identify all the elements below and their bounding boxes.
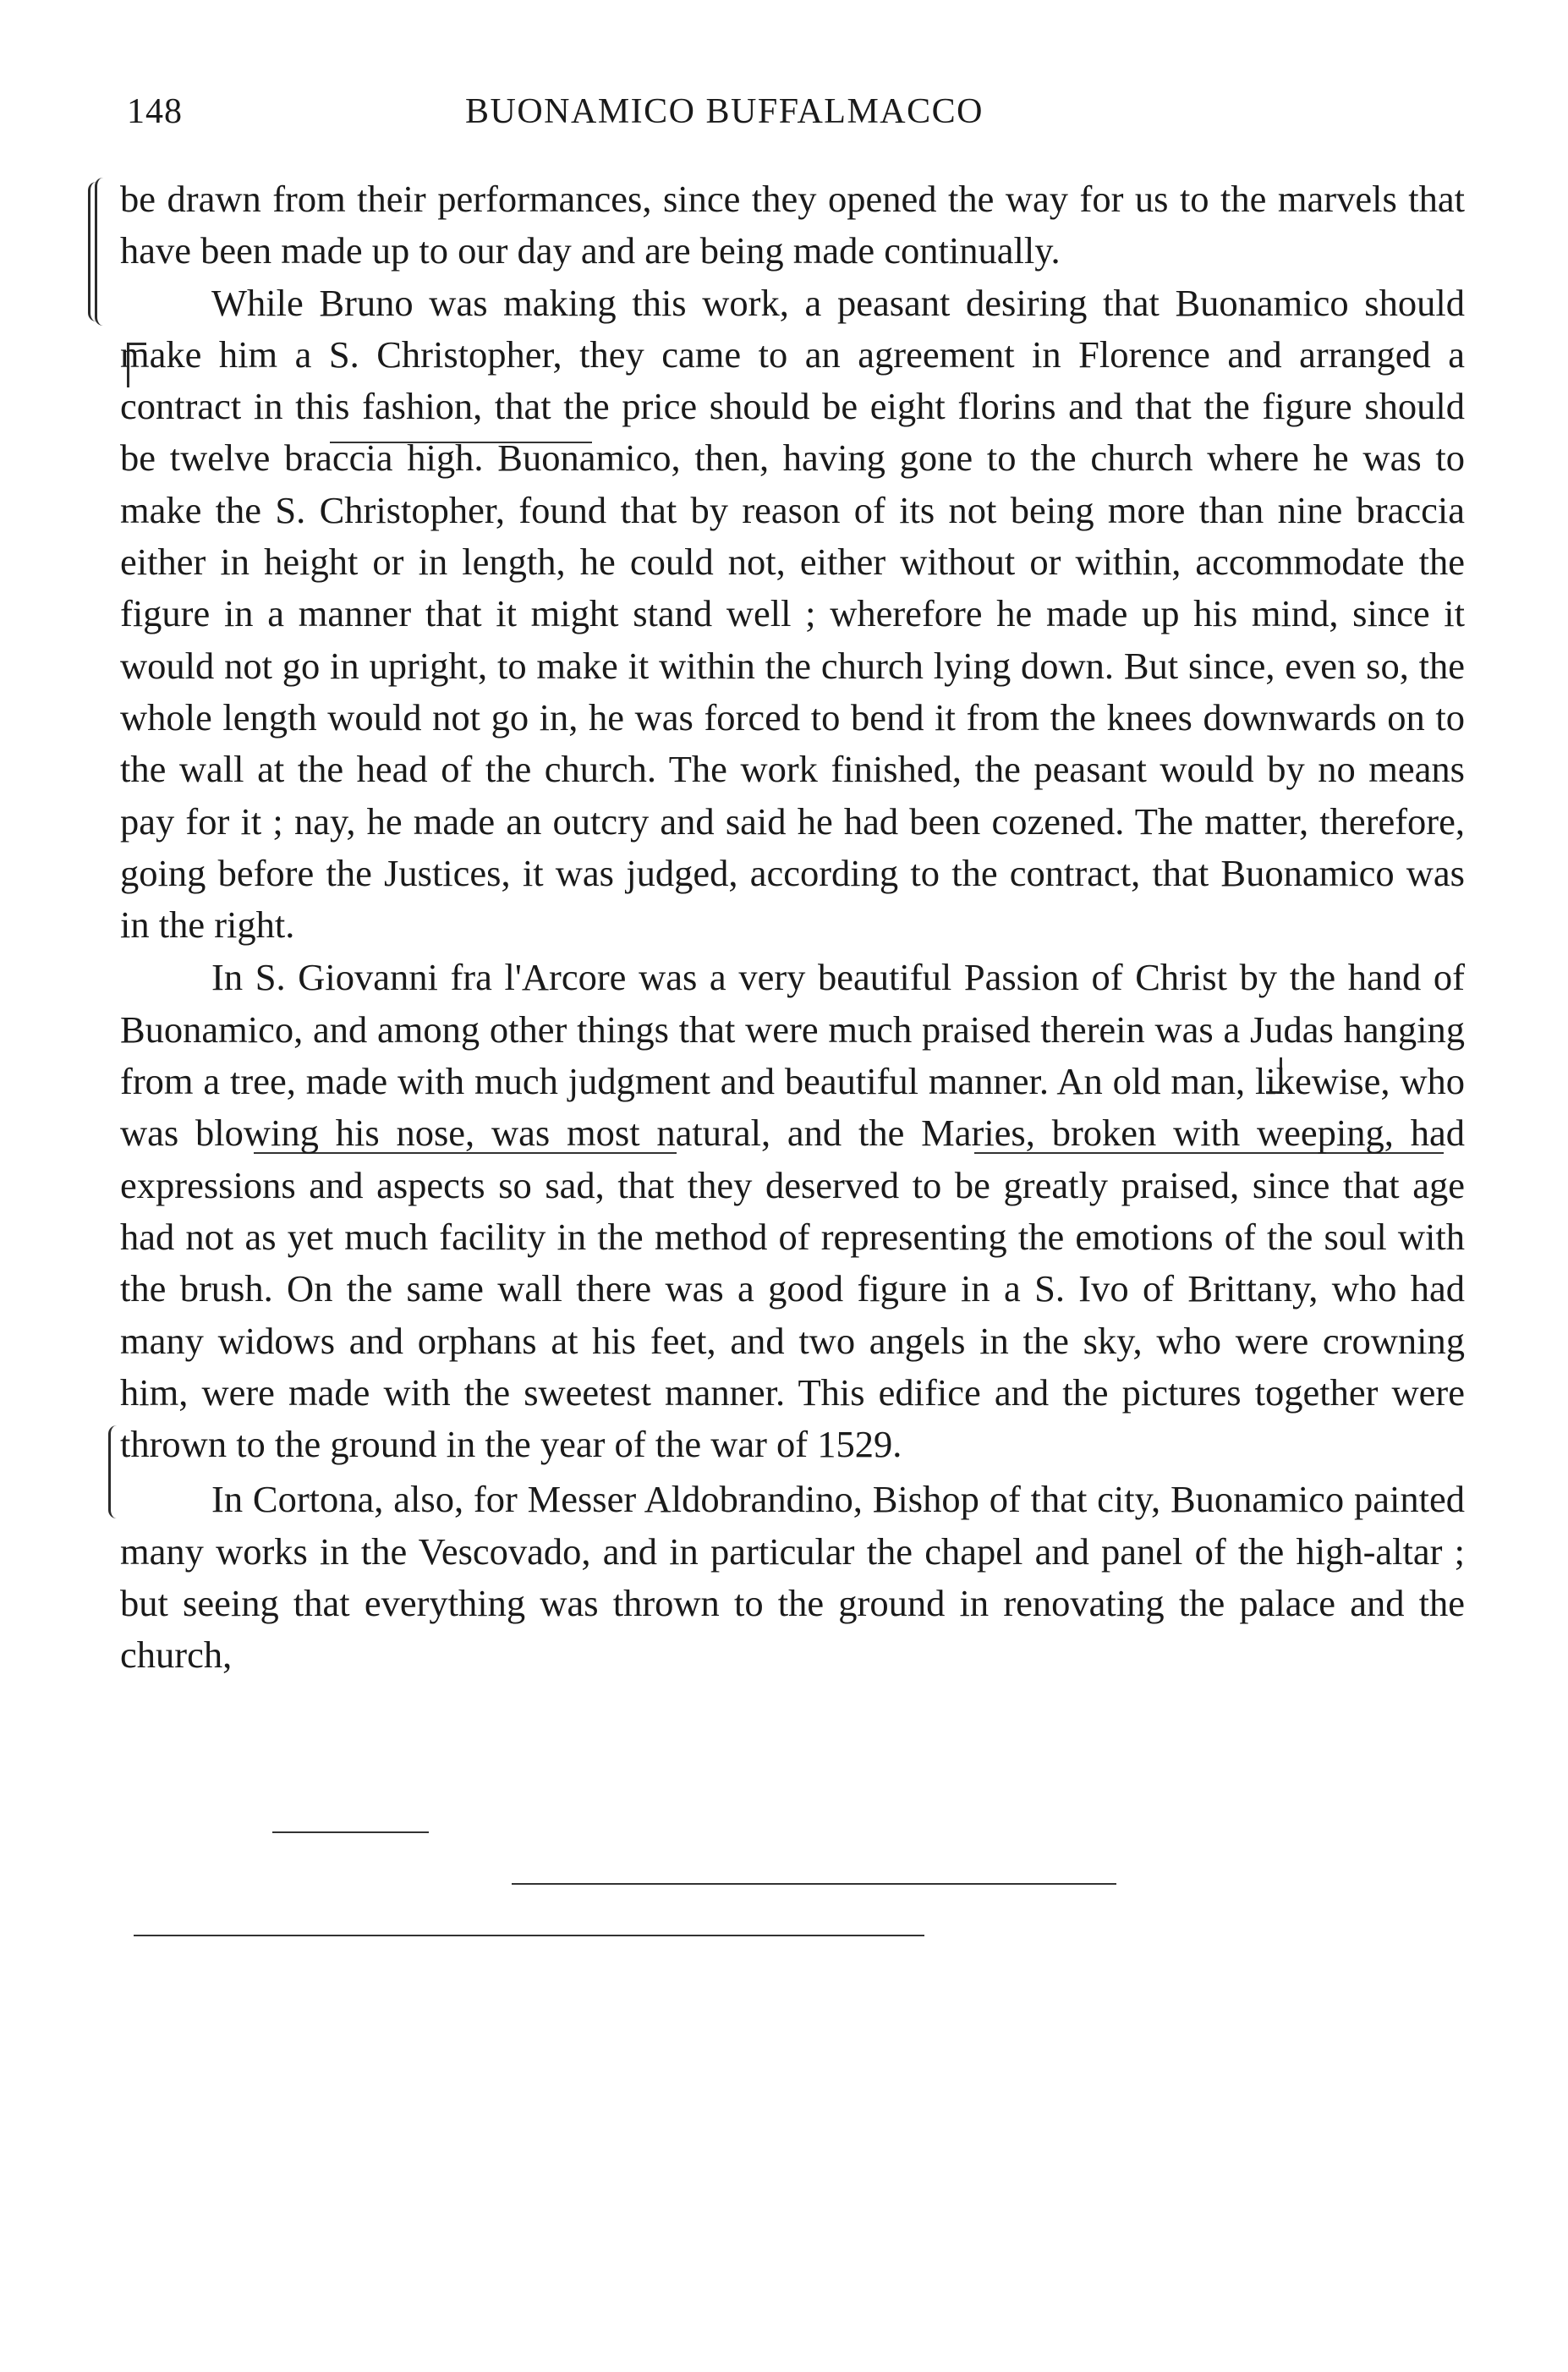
body-text — [120, 173, 1465, 1682]
page-header — [127, 91, 1459, 146]
paragraph: While Bruno was making this work, a peasant desiring that Buonamico should make him a S. Christopher, they came to an agreement in Florence and arranged a contract in this fashion, that the price should be eight florins and that the figure should be twelve braccia high. Buonamico, then, having gone to the church where he was to make the S. Christopher, found that by reason of its not being more than nine braccia either in height or in length, he could not, either without or within, accommodate the figure in a manner that it might stand well ; wherefore he made up his mind, since it would not go in upright, to make it within the church lying down. But since, even so, the whole length would not go in, he was forced to bend it from the knees downwards on to the wall at the head of the church. The work finished, the peasant would by no means pay for it ; nay, he made an outcry and said he had been cozened. The matter, therefore, going before the Justices, it was judged, according to the contract, that Buonamico was in the right. — [120, 281, 1465, 947]
running-head: BUONAMICO BUFFALMACCO — [465, 92, 984, 131]
pencil-underline — [272, 1831, 429, 1833]
paragraph: In Cortona, also, for Messer Aldobrandino, Bishop of that city, Buonamico painted many works in the Vescovado, and in particular the chapel and panel of the high-altar ; but seeing that everything was thrown to the ground in renovating the palace and the church, — [120, 1478, 1465, 1677]
pencil-underline — [134, 1935, 924, 1936]
paragraph: In S. Giovanni fra l'Arcore was a very beautiful Passion of Christ by the hand of Buonamico, and among other things that were much praised therein was a Judas hanging from a tree, made with much judgment and beautiful manner. An old man, likewise, who was blowing his nose, was most natural, and the Maries, broken with weeping, had expressions and aspects so sad, that they deserved to be greatly praised, since that age had not as yet much facility in the method of representing the emotions of the soul with the brush. On the same wall there was a good figure in a S. Ivo of Brittany, who had many widows and orphans at his feet, and two angels in the sky, who were crowning him, were made with the sweetest manner. This edifice and the pictures together were thrown to the ground in the year of the war of 1529. — [120, 956, 1465, 1466]
pencil-underline — [512, 1883, 1116, 1885]
margin-pencil-mark — [88, 182, 99, 321]
margin-pencil-mark — [108, 1425, 119, 1518]
page-number: 148 — [127, 92, 183, 131]
paragraph: be drawn from their performances, since they opened the way for us to the marvels that have been made up to our day and are being made continually. — [120, 178, 1465, 272]
